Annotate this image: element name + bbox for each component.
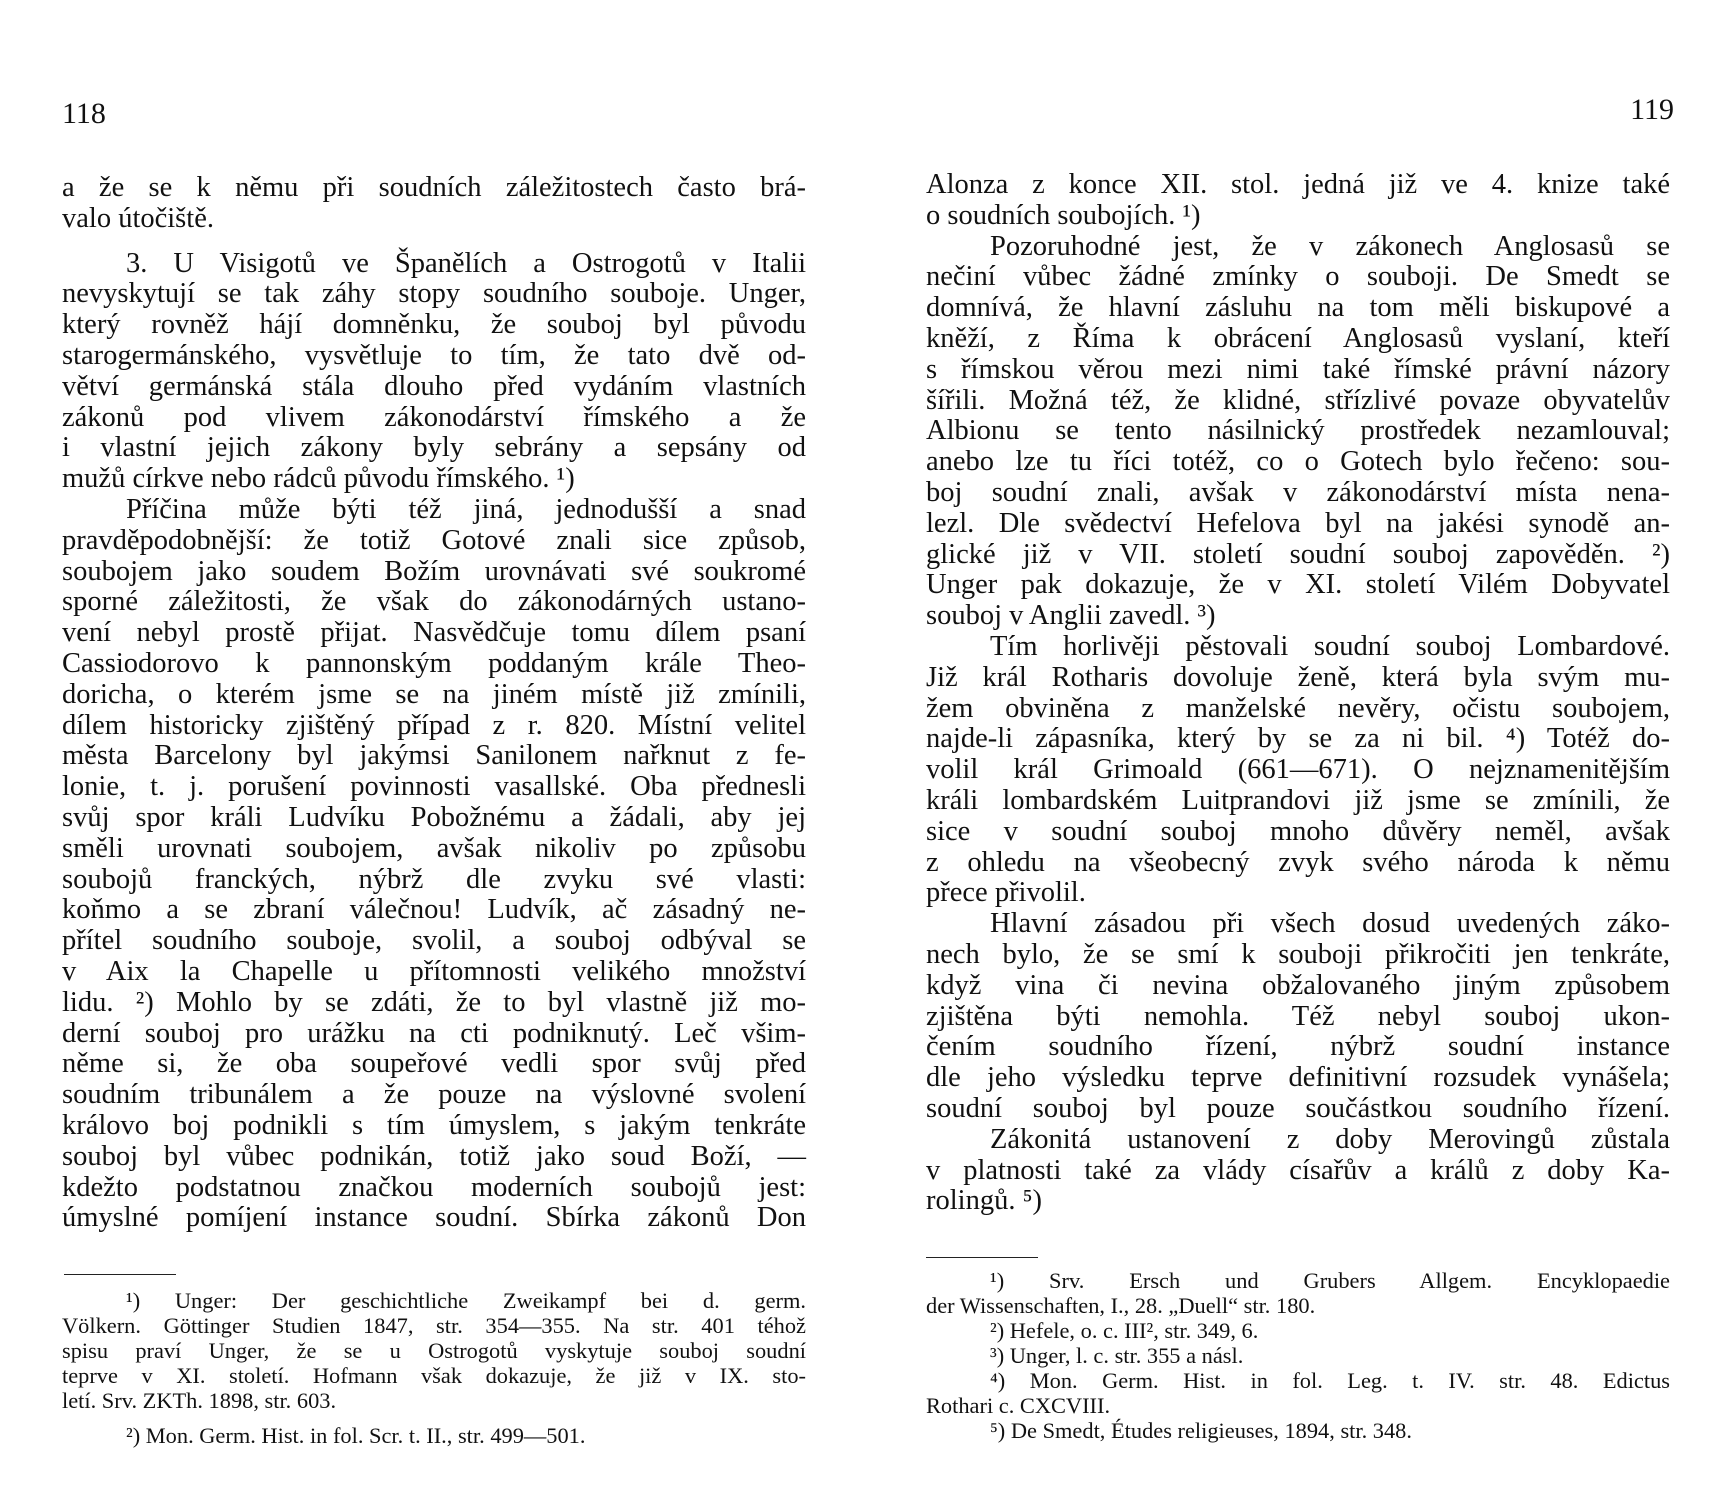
text-line: v platnosti také za vlády císařův a králů z doby Ka- [926,1154,1670,1186]
text-line: pravděpodobnější: že totiž Gotové znali sice způsob, [62,524,806,556]
text-line: v Aix la Chapelle u přítomnosti velikého množství [62,955,806,987]
text-line: z ohledu na všeobecný zvyk svého národa k němu [926,846,1670,878]
text-line: volil král Grimoald (661—671). O nejznamenitějším [926,754,1670,786]
text-line: lidu. ²) Mohlo by se zdáti, že to byl vlastně již mo- [62,986,806,1018]
text-line: Alonza z konce XII. stol. jedná již ve 4. knize také [926,169,1670,200]
text-line: i vlastní jejich zákony byly sebrány a sepsány od [62,432,806,464]
text-line: žem obviněna z manželské nevěry, očistu soubojem, [926,692,1670,724]
text-line: nevyskytují se tak záhy stopy soudního souboje. Unger, [62,278,806,310]
footnote-line: teprve v XI. století. Hofmann však dokazuje, že již v IX. sto- [62,1363,806,1388]
text-line: sporné záležitosti, že však do zákonodárných ustano- [62,586,806,618]
text-line: nečiní vůbec žádné zmínky o souboji. De Smedt se [926,261,1670,293]
text-line: města Barcelony byl jakýmsi Sanilonem nařknut z fe- [62,740,806,772]
text-line: zákonů pod vlivem zákonodárství římského a že [62,401,806,433]
text-line: a že se k němu při soudních záležitostech často brá- [62,172,806,203]
text-line: šířili. Možná též, že klidné, střízlivé povaze obyvatelův [926,384,1670,416]
text-line: souboj byl vůbec podnikán, totiž jako soud Boží, — [62,1140,806,1172]
text-line: soudní souboj byl pouze součástkou soudního řízení. [926,1092,1670,1124]
text-line: boj soudní znali, avšak v zákonodárství místa nena- [926,476,1670,508]
footnote-line: Rothari c. CXCVIII. [926,1393,1111,1418]
footnote-line: ²) Mon. Germ. Hist. in fol. Scr. t. II., str. 499—501. [126,1423,586,1448]
text-line: mužů církve nebo rádců původu římského. ¹) [62,463,575,495]
text-line: Albionu se tento násilnický prostředek nezamlouval; [926,415,1670,447]
footnote-line: Völkern. Göttinger Studien 1847, str. 354—355. Na str. 401 téhož [62,1313,806,1338]
text-line: přece přivolil. [926,877,1086,909]
footnote-divider [926,1257,1038,1258]
body-text [62,173,806,1234]
text-line: vení nebyl prostě přijat. Nasvědčuje tomu dílem psaní [62,617,806,649]
text-line: když vina či nevina obžalovaného jiným způsobem [926,969,1670,1001]
text-line: derní souboj pro urážku na cti podniknutý. Leč všim- [62,1017,806,1049]
text-line: králi lombardském Luitprandovi již jsme se zmínili, že [926,784,1670,816]
text-line: větví germánská stála dlouho před vydáním vlastních [62,370,806,402]
text-line: najde-li zápasníka, který by se za ni bil. ⁴) Totéž do- [926,723,1670,755]
text-line: anebo lze tu říci totéž, co o Gotech bylo řečeno: sou- [926,446,1670,478]
text-line: královo boj podnikli s tím úmyslem, s jakým tenkráte [62,1109,806,1141]
text-line: lonie, t. j. porušení povinnosti vasallské. Oba přednesli [62,771,806,803]
text-line: 3. U Visigotů ve Španělích a Ostrogotů v Italii [126,247,806,279]
text-line: něme si, že oba soupeřové vedli spor svůj před [62,1048,806,1080]
text-line: zjištěna býti nemohla. Též nebyl souboj ukon- [926,1000,1670,1032]
text-line: kdežto podstatnou značkou moderních soubojů jest: [62,1171,806,1203]
text-line: sice v soudní souboj mnoho důvěry neměl, avšak [926,815,1670,847]
text-line: Již král Rotharis dovoluje ženě, která byla svým mu- [926,661,1670,693]
right-page [861,0,1722,1500]
text-line: soudním tribunálem a že pouze na výslovné svolení [62,1079,806,1111]
footnote-divider [64,1274,176,1275]
footnotes [926,1268,1670,1443]
text-line: starogermánského, vysvětluje to tím, že tato dvě od- [62,339,806,371]
text-line: kněží, z Říma k obrácení Anglosasů vyslaní, kteří [926,322,1670,354]
text-line: Hlavní zásadou při všech dosud uvedených záko- [990,908,1670,940]
text-line: souboj v Anglii zavedl. ³) [926,600,1216,632]
text-line: Příčina může býti též jiná, jednodušší a snad [126,493,806,525]
footnote-line: spisu praví Unger, že se u Ostrogotů vyskytuje souboj soudní [62,1338,806,1363]
text-line: Tím horlivěji pěstovali soudní souboj Lombardové. [990,630,1670,662]
text-line: glické již v VII. století soudní souboj zapověděn. ²) [926,538,1670,570]
footnote-line: letí. Srv. ZKTh. 1898, str. 603. [62,1388,337,1413]
footnote-line: ²) Hefele, o. c. III², str. 349, 6. [990,1318,1259,1343]
footnote-line: der Wissenschaften, I., 28. „Duell“ str. 180. [926,1293,1316,1318]
body-text [926,170,1670,1217]
text-line: doricha, o kterém jsme se na jiném místě již zmínili, [62,678,806,710]
text-line: dílem historicky zjištěný případ z r. 820. Místní velitel [62,709,806,741]
text-line: úmyslné pomíjení instance soudní. Sbírka zákonů Don [62,1202,806,1234]
text-line: o soudních soubojích. ¹) [926,199,1201,231]
text-line: Pozoruhodné jest, že v zákonech Anglosasů se [990,230,1670,262]
footnote-line: ¹) Unger: Der geschichtliche Zweikampf bei d. germ. [126,1288,806,1313]
text-line: valo útočiště. [62,202,214,234]
text-line: Cassiodorovo k pannonským poddaným krále Theo- [62,647,806,679]
text-line: koňmo a se zbraní válečnou! Ludvík, ač zásadný ne- [62,894,806,926]
footnote-line: ³) Unger, l. c. str. 355 a násl. [990,1343,1244,1368]
text-line: dle jeho výsledku teprve definitivní rozsudek vynášela; [926,1062,1670,1094]
page-number: 119 [1630,93,1674,126]
text-line: svůj spor králi Ludvíku Pobožnému a žádali, aby jej [62,801,806,833]
text-line: čením soudního řízení, nýbrž soudní instance [926,1031,1670,1063]
footnotes [62,1288,806,1448]
footnote-line: ⁴) Mon. Germ. Hist. in fol. Leg. t. IV. str. 48. Edictus [990,1368,1670,1393]
text-line: s římskou věrou mezi nimi také římské právní názory [926,353,1670,385]
text-line: směli urovnati soubojem, avšak nikoliv po způsobu [62,832,806,864]
page-number: 118 [62,97,106,130]
text-line: přítel soudního souboje, svolil, a souboj odbýval se [62,925,806,957]
text-line: lezl. Dle svědectví Hefelova byl na jakési synodě an- [926,507,1670,539]
footnote-line: ⁵) De Smedt, Études religieuses, 1894, str. 348. [990,1418,1412,1443]
text-line: soubojů franckých, nýbrž dle zvyku své vlasti: [62,863,806,895]
text-line: rolingů. ⁵) [926,1185,1043,1217]
footnote-line: ¹) Srv. Ersch und Grubers Allgem. Encyklopaedie [990,1268,1670,1293]
text-line: domnívá, že hlavní zásluhu na tom měli biskupové a [926,292,1670,324]
text-line: nech bylo, že se smí k souboji přikročiti jen tenkráte, [926,938,1670,970]
text-line: soubojem jako soudem Božím urovnávati své soukromé [62,555,806,587]
text-line: Unger pak dokazuje, že v XI. století Vilém Dobyvatel [926,569,1670,601]
text-line: Zákonitá ustanovení z doby Merovingů zůstala [990,1123,1670,1155]
text-line: který rovněž hájí domněnku, že souboj byl původu [62,309,806,341]
